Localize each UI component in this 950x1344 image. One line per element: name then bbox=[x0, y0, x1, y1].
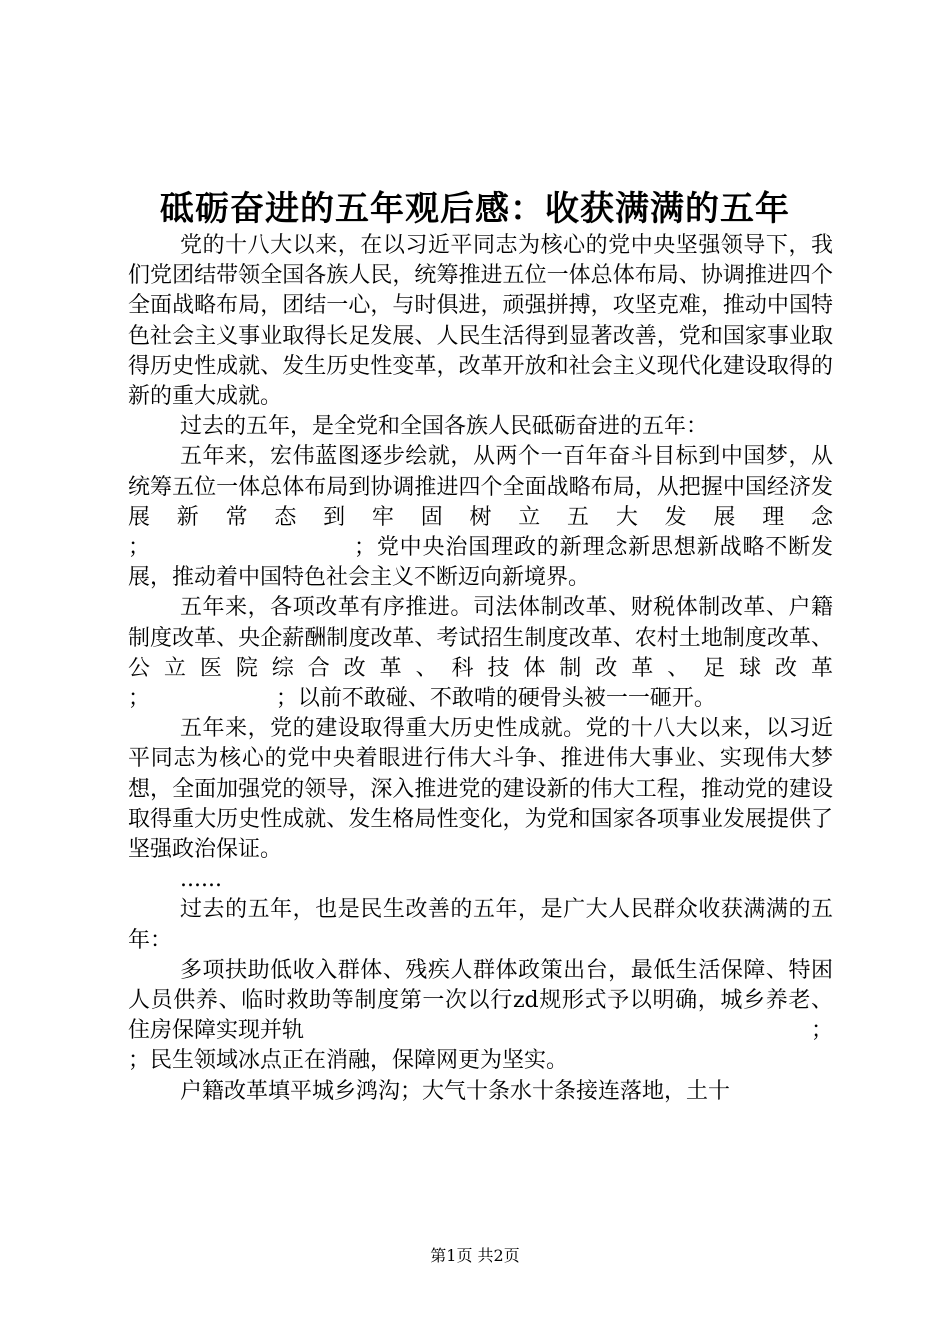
paragraph: 五年来，宏伟蓝图逐步绘就，从两个一百年奋斗目标到中国梦，从统筹五位一体总体布局到协调推进四个全面战略布局，从把握中国经济发展新常态到牢固树立五大发展理念 bbox=[128, 444, 833, 530]
paragraph bbox=[128, 956, 833, 1047]
paragraph: ；民生领域冰点正在消融，保障网更为坚实。 bbox=[128, 1048, 569, 1074]
document-title: 砥砺奋进的五年观后感：收获满满的五年 bbox=[160, 189, 790, 229]
ellipsis-line: ...... bbox=[180, 867, 222, 893]
page-footer: 第1页 共2页 bbox=[430, 1246, 520, 1265]
paragraph-text: 多项扶助低收入群体、残疾人群体政策出台，最低生活保障、特困人员供养、临时救助等制度第一次以行zd规形式予以明确，城乡养老、住房保障实现并轨 bbox=[128, 957, 833, 1044]
paragraph-trailing-mark: ； bbox=[810, 1018, 833, 1044]
paragraph: 户籍改革填平城乡鸿沟；大气十条水十条接连落地，土十 bbox=[180, 1078, 731, 1104]
paragraph: ； ；以前不敢碰、不敢啃的硬骨头被一一砸开。 bbox=[128, 686, 716, 712]
document-body bbox=[128, 231, 833, 1107]
paragraph: 过去的五年，是全党和全国各族人民砥砺奋进的五年： bbox=[180, 414, 709, 440]
paragraph: ； ；党中央治国理政的新理念新思想新战略不断发展，推动着中国特色社会主义不断迈向新境界。 bbox=[128, 535, 833, 591]
paragraph: 过去的五年，也是民生改善的五年，是广大人民群众收获满满的五年： bbox=[128, 897, 833, 953]
paragraph: 五年来，党的建设取得重大历史性成就。党的十八大以来，以习近平同志为核心的党中央着眼进行伟大斗争、推进伟大事业、实现伟大梦想，全面加强党的领导，深入推进党的建设新的伟大工程，推动党的建设取得重大历史性成就、发生格局性变化，为党和国家各项事业发展提供了坚强政治保证。 bbox=[128, 716, 833, 863]
paragraph: 党的十八大以来，在以习近平同志为核心的党中央坚强领导下，我们党团结带领全国各族人民，统筹推进五位一体总体布局、协调推进四个全面战略布局，团结一心，与时俱进，顽强拼搏，攻坚克难，推动中国特色社会主义事业取得长足发展、人民生活得到显著改善，党和国家事业取得历史性成就、发生历史性变革，改革开放和社会主义现代化建设取得的新的重大成就。 bbox=[128, 233, 833, 410]
paragraph: 五年来，各项改革有序推进。司法体制改革、财税体制改革、户籍制度改革、央企薪酬制度改革、考试招生制度改革、农村土地制度改革、公立医院综合改革、科技体制改革、足球改革 bbox=[128, 595, 833, 681]
